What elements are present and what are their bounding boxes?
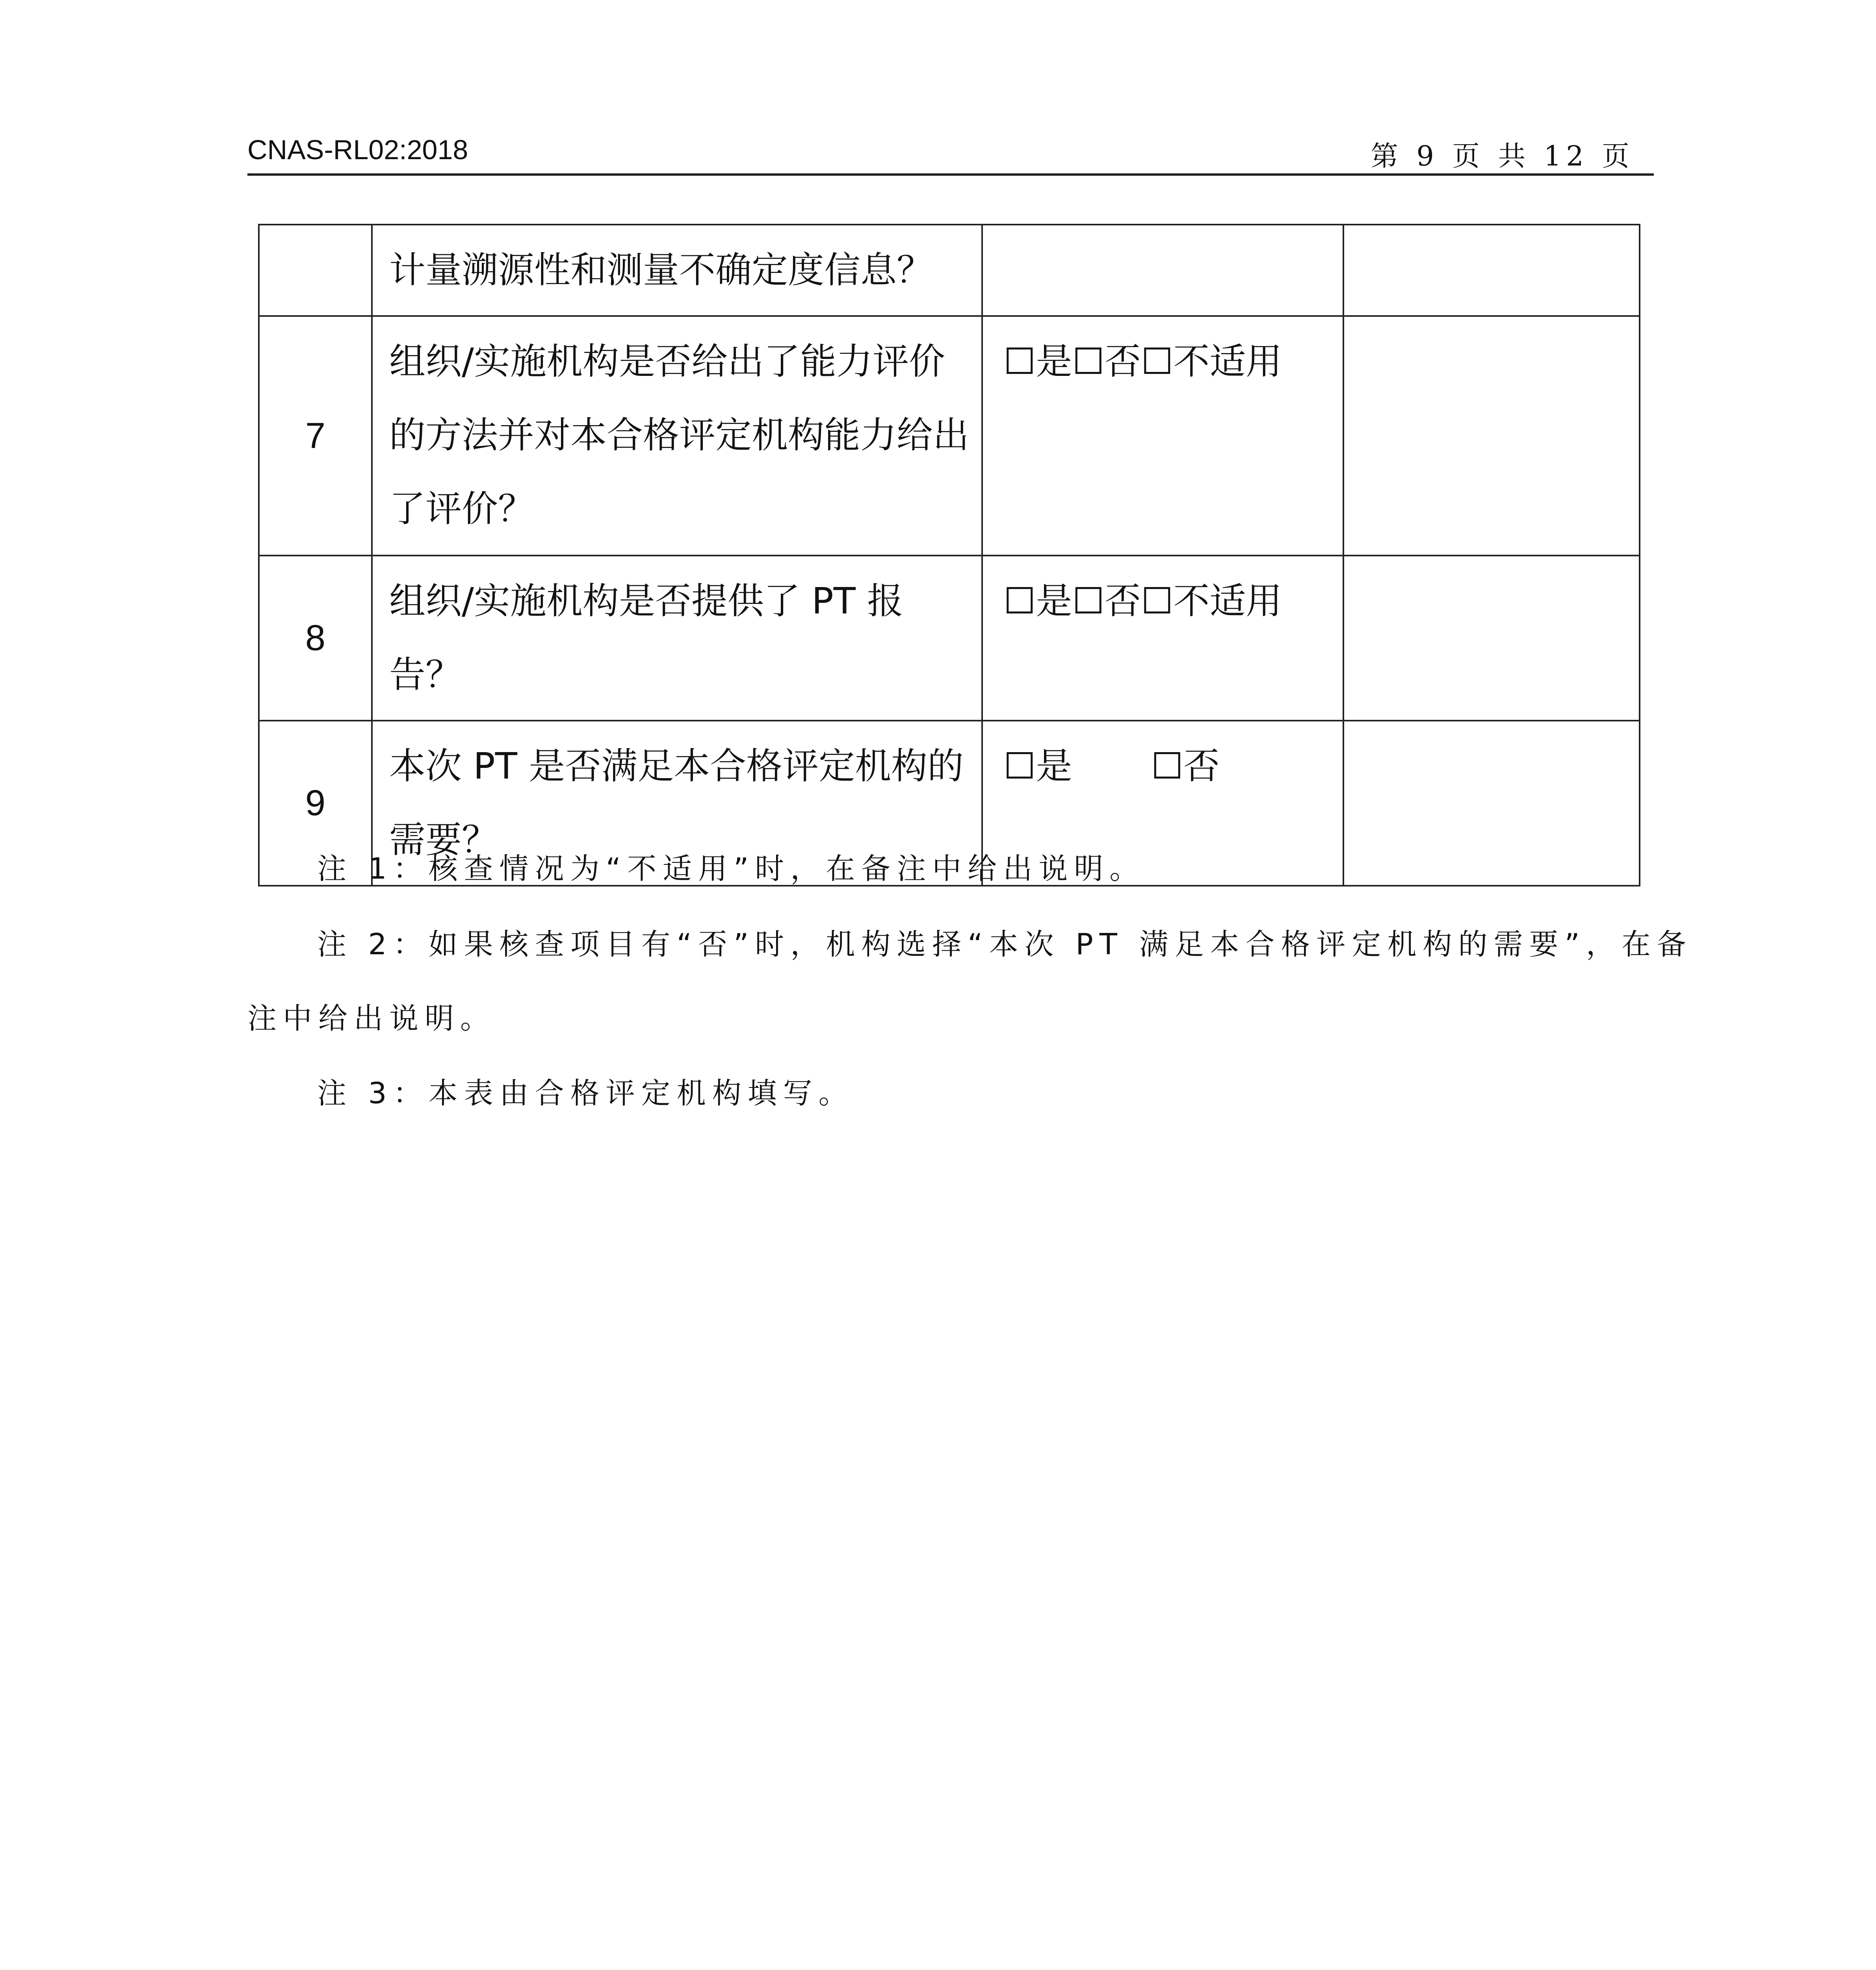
table-row (259, 556, 1640, 721)
remark-cell (1343, 316, 1640, 556)
document-code: CNAS-RL02:2018 (247, 134, 468, 165)
table-row (259, 225, 1640, 316)
note-2-continued: 注中给出说明。 (247, 1002, 496, 1035)
note-1: 注 1：核查情况为“不适用”时，在备注中给出说明。 (317, 852, 1145, 886)
check-status: ☐是☐否☐不适用 (982, 556, 1343, 721)
page-number: 第 9 页 共 12 页 (1371, 140, 1634, 172)
remark-cell (1343, 721, 1640, 886)
row-number (259, 225, 372, 316)
remark-cell (1343, 556, 1640, 721)
check-item: 组织/实施机构是否给出了能力评价的方法并对本合格评定机构能力给出了评价？ (372, 316, 982, 556)
row-number: 9 (259, 721, 372, 886)
check-item: 组织/实施机构是否提供了 PT 报告？ (372, 556, 982, 721)
note-3: 注 3：本表由合格评定机构填写。 (317, 1076, 854, 1110)
check-status (982, 225, 1343, 316)
status-no-checkbox: ☐否 (1151, 745, 1220, 787)
check-item: 计量溯源性和测量不确定度信息？ (372, 225, 982, 316)
check-item: 本次 PT 是否满足本合格评定机构的需要？ (372, 721, 982, 886)
checklist-table (258, 224, 1640, 886)
status-yes-checkbox: ☐是 (1003, 745, 1072, 787)
remark-cell (1343, 225, 1640, 316)
row-number: 8 (259, 556, 372, 721)
table-row (259, 316, 1640, 556)
note-2: 注 2：如果核查项目有“否”时，机构选择“本次 PT 满足本合格评定机构的需要”，在备 (317, 927, 1692, 961)
row-number: 7 (259, 316, 372, 556)
check-status: ☐是☐否☐不适用 (982, 316, 1343, 556)
page-header (247, 130, 1654, 176)
